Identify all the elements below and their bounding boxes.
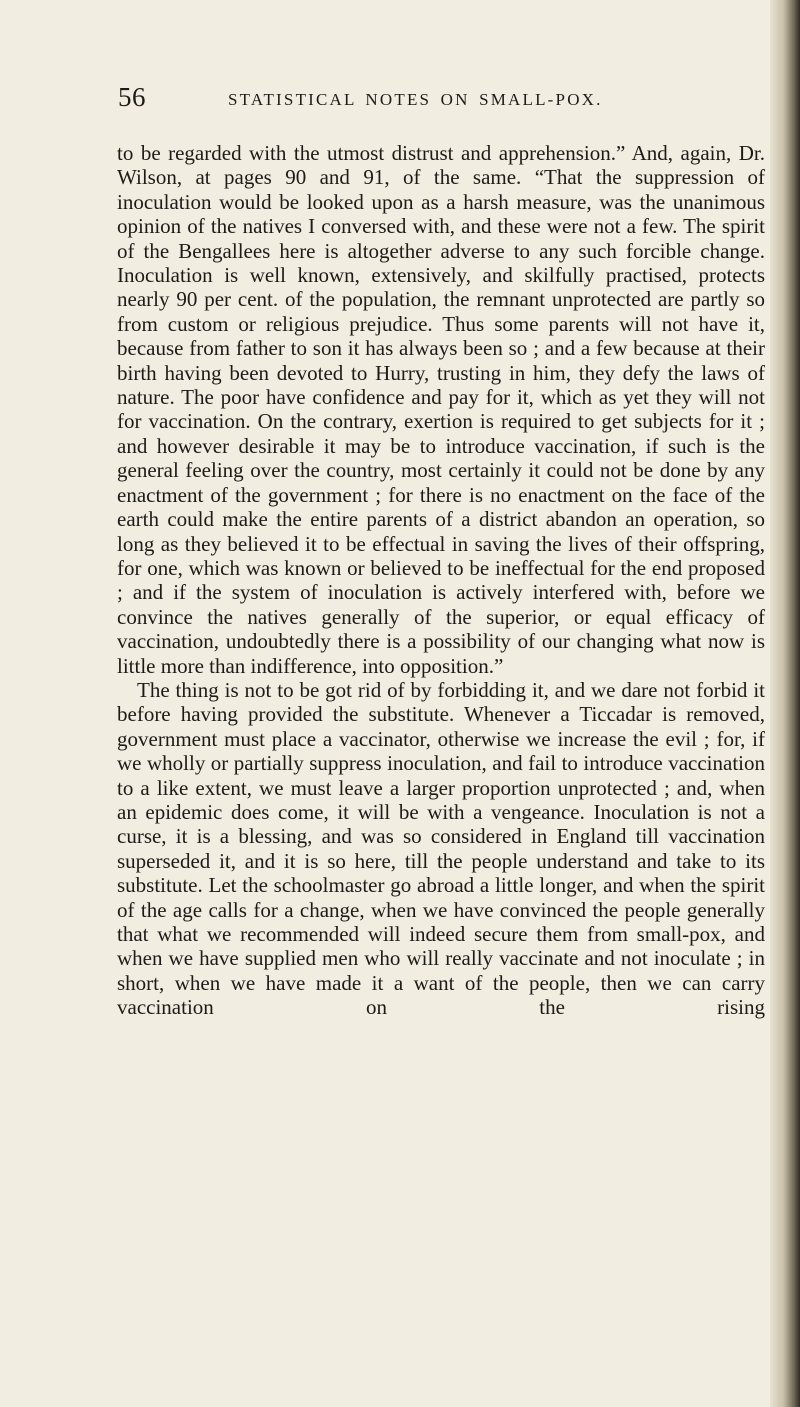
body-text: [117, 141, 765, 1020]
page-number: 56: [118, 82, 146, 112]
page-header: [118, 82, 758, 122]
page-edge-shadow: [770, 0, 800, 1407]
paragraph-quotation: to be regarded with the utmost distrust and apprehension.” And, again, Dr. Wilson, at pages 90 and 91, of the same. “That the suppression of inoculation would be looked upon as a harsh measure, was the unanimous opinion of the natives I conversed with, and these were not a few. The spirit of the Bengallees here is altogether adverse to any such forcible change. Inoculation is well known, extensively, and skilfully practised, protects nearly 90 per cent. of the population, the remnant unprotected are partly so from custom or religious prejudice. Thus some parents will not have it, because from father to son it has always been so ; and a few because at their birth having been devoted to Hurry, trusting in him, they defy the laws of nature. The poor have confidence and pay for it, which as yet they will not for vaccination. On the contrary, exertion is required to get subjects for it ; and however desirable it may be to introduce vaccination, if such is the general feeling over the country, most certainly it could not be done by any enactment of the government ; for there is no enactment on the face of the earth could make the entire parents of a district abandon an operation, so long as they believed it to be effectual in saving the lives of their offspring, for one, which was known or believed to be ineffectual for the end proposed ; and if the system of inoculation is actively interfered with, before we convince the natives generally of the superior, or equal efficacy of vaccination, undoubtedly there is a possibility of our changing what now is little more than indifference, into opposition.”: [117, 141, 765, 678]
running-head: STATISTICAL NOTES ON SMALL-POX.: [228, 90, 603, 109]
paragraph-inoculation: The thing is not to be got rid of by forbidding it, and we dare not forbid it before having provided the substitute. Whenever a Ticcadar is removed, government must place a vaccinator, otherwise we increase the evil ; for, if we wholly or partially suppress inoculation, and fail to introduce vaccination to a like extent, we must leave a larger proportion unprotected ; and, when an epidemic does come, it will be with a vengeance. Inoculation is not a curse, it is a blessing, and was so considered in England till vaccination superseded it, and it is so here, till the people understand and take to its substitute. Let the schoolmaster go abroad a little longer, and when the spirit of the age calls for a change, when we have convinced the people generally that what we recommended will indeed secure them from small-pox, and when we have supplied men who will really vaccinate and not inoculate ; in short, when we have made it a want of the people, then we can carry vaccination on the rising: [117, 677, 765, 1020]
